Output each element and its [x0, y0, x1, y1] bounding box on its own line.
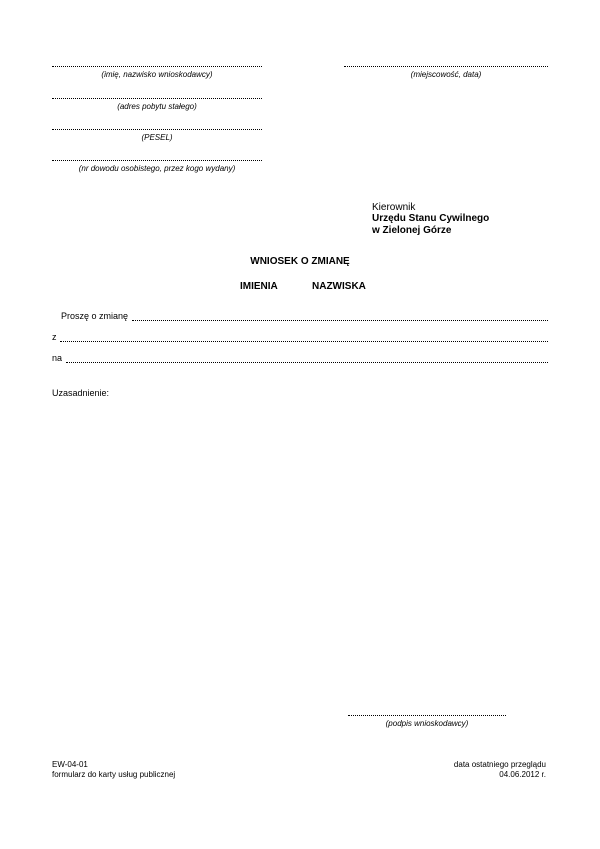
place-date-field-line: [344, 66, 548, 67]
place-date-caption: (miejscowość, data): [410, 70, 482, 79]
footer-review-date: 04.06.2012 r.: [499, 770, 546, 779]
id-document-caption: (nr dowodu osobistego, przez kogo wydany): [78, 164, 236, 173]
address-field-line: [52, 98, 262, 99]
to-field-line: [66, 362, 548, 363]
option-surname: NAZWISKA: [312, 281, 366, 292]
addressee-line-3: w Zielonej Górze: [372, 225, 452, 236]
footer-review-label: data ostatniego przeglądu: [453, 760, 546, 769]
request-field-line: [132, 320, 548, 321]
signature-field-line: [348, 715, 506, 716]
name-field-line: [52, 66, 262, 67]
form-title: WNIOSEK O ZMIANĘ: [250, 256, 350, 267]
address-caption: (adres pobytu stałego): [117, 102, 197, 111]
signature-caption: (podpis wnioskodawcy): [385, 719, 469, 728]
name-caption: (imię, nazwisko wnioskodawcy): [101, 70, 213, 79]
from-label: z: [52, 332, 57, 342]
pesel-field-line: [52, 129, 262, 130]
footer-form-description: formularz do karty usług publicznej: [52, 770, 176, 779]
to-label: na: [52, 353, 63, 363]
justification-label: Uzasadnienie:: [52, 388, 110, 398]
request-label: Proszę o zmianę: [61, 311, 129, 321]
addressee-line-2: Urzędu Stanu Cywilnego: [372, 213, 490, 224]
option-first-name: IMIENIA: [240, 281, 278, 292]
addressee-line-1: Kierownik: [372, 202, 416, 213]
pesel-caption: (PESEL): [141, 133, 173, 142]
from-field-line: [60, 341, 548, 342]
id-document-field-line: [52, 160, 262, 161]
footer-form-code: EW-04-01: [52, 760, 88, 769]
